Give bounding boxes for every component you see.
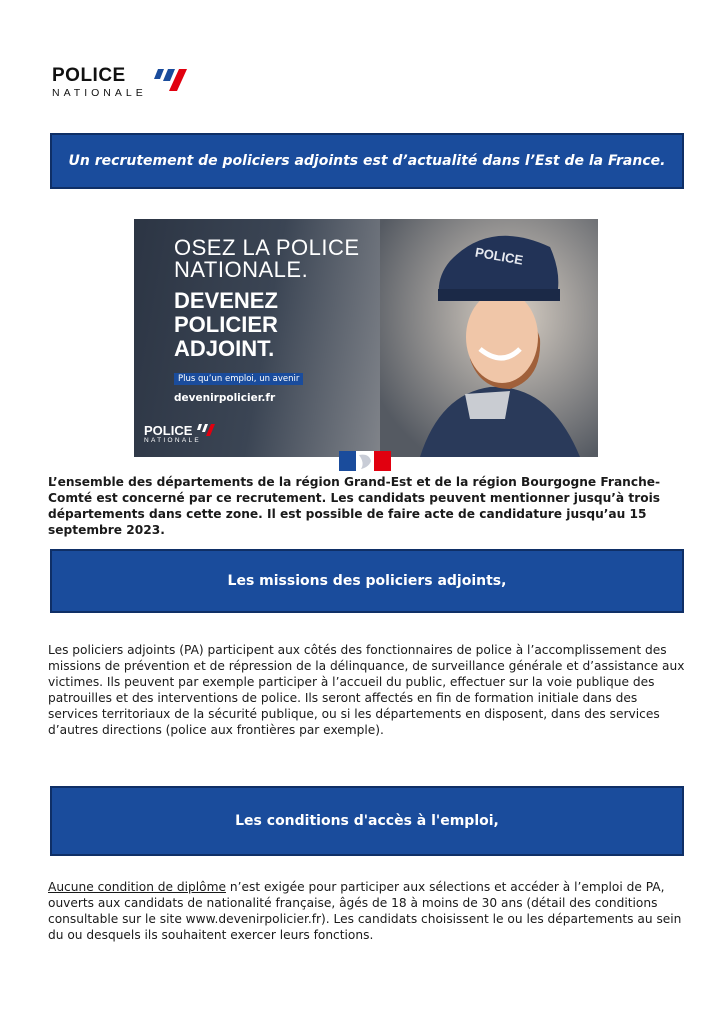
poster-logo-word: POLICE (144, 424, 216, 437)
poster-url: devenirpolicier.fr (174, 392, 276, 404)
conditions-text: n’est exigée pour participer aux sélections et accéder à l’emploi de PA, ouverts aux candidats de nationalité française, âgés de 18 à moins de 30 ans (détail des conditions consultable sur le site www.devenirpolicier.fr). Les candidats choisissent le ou les départements au sein du ou desquels ils souhaitent exercer leurs fonctions. (48, 880, 682, 942)
poster-callout (174, 289, 278, 361)
poster-line1: OSEZ LA POLICE (174, 235, 360, 260)
poster-line4: POLICIER (174, 312, 278, 337)
flag-stripes-icon (196, 424, 216, 436)
poster-line2: NATIONALE. (174, 257, 309, 282)
poster-line3: DEVENEZ (174, 288, 278, 313)
logo-subtitle: NATIONALE (52, 87, 147, 99)
diploma-condition-underlined: Aucune condition de diplôme (48, 880, 226, 894)
intro-paragraph: L’ensemble des départements de la région Grand-Est et de la région Bourgogne Franche-Comté est concerné par ce recrutement. Les candidats peuvent mentionner jusqu’à trois départements dans cette zone. Il est possible de faire acte de candidature jusqu’au 15 septembre 2023. (48, 475, 661, 537)
missions-banner: Les missions des policiers adjoints, (50, 549, 684, 613)
conditions-banner: Les conditions d'accès à l'emploi, (50, 786, 684, 856)
flag-stripes-icon (154, 67, 188, 91)
conditions-paragraph (48, 879, 688, 943)
poster-logo-subtitle: NATIONALE (144, 437, 202, 444)
intro-banner: Un recrutement de policiers adjoints est d’actualité dans l’Est de la France. (50, 133, 684, 189)
poster-headline (174, 237, 360, 281)
police-nationale-logo (52, 66, 147, 99)
poster-tagline: Plus qu’un emploi, un avenir (174, 373, 303, 385)
missions-paragraph: Les policiers adjoints (PA) participent aux côtés des fonctionnaires de police à l’accomplissement des missions de prévention et de répression de la délinquance, de surveillance générale et d’assistance aux victimes. Ils peuvent par exemple participer à l’accueil du public, effectuer sur la voie publique des patrouilles et des interventions de police. Ils seront affectés en fin de formation initiale dans des services territoriaux de la sécurité publique, ou si les départements en disposent, dans des services d’autres directions (police aux frontières par exemple). (48, 643, 685, 737)
policewoman-photo (380, 219, 598, 457)
poster-line5: ADJOINT. (174, 336, 275, 361)
cap-text: POLICE (474, 244, 525, 268)
poster-logo (144, 424, 216, 445)
recruitment-poster (134, 219, 598, 457)
marianne-logo-icon (339, 451, 391, 471)
logo-word: POLICE (52, 65, 126, 86)
